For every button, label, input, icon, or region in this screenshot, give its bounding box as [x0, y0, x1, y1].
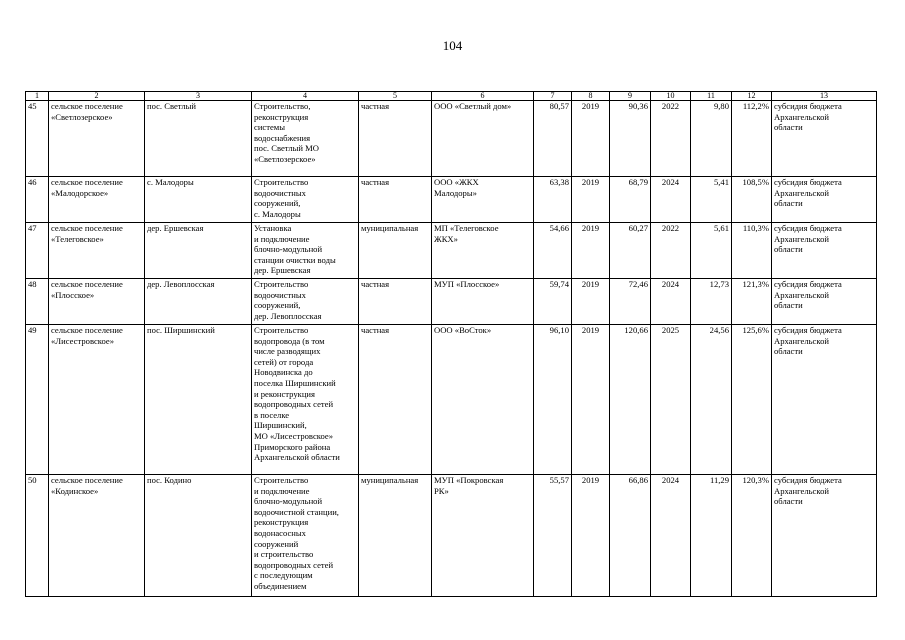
- cell-project-description: Строительство водопровода (в том числе разводящих сетей) от города Новодвинска до поселка Ширшинский и реконструкция водопроводных сетей в поселке Ширшинский, МО «Лисестровское» Приморского района Архангельской области: [252, 325, 359, 475]
- cell-year-base: 2019: [572, 177, 610, 223]
- cell-funding-source: субсидия бюджета Архангельской области: [772, 101, 877, 177]
- cell-cost-increase: 5,61: [691, 223, 732, 279]
- cell-cost-before: 59,74: [534, 279, 572, 325]
- column-header-6: 6: [432, 92, 534, 101]
- cell-ownership-form: муниципальная: [359, 223, 432, 279]
- column-header-3: 3: [145, 92, 252, 101]
- water-projects-table: [25, 91, 877, 597]
- cell-ownership-form: муниципальная: [359, 475, 432, 597]
- cell-growth-percent: 112,2%: [732, 101, 772, 177]
- cell-cost-after: 120,66: [610, 325, 651, 475]
- cell-cost-after: 72,46: [610, 279, 651, 325]
- column-header-9: 9: [610, 92, 651, 101]
- cell-cost-increase: 12,73: [691, 279, 732, 325]
- page-number: 104: [442, 38, 463, 53]
- cell-project-description: Строительство водоочистных сооружений, дер. Левоплосская: [252, 279, 359, 325]
- cell-settlement: сельское поселение «Телеговское»: [49, 223, 145, 279]
- cell-funding-source: субсидия бюджета Архангельской области: [772, 223, 877, 279]
- cell-cost-increase: 24,56: [691, 325, 732, 475]
- cell-cost-before: 80,57: [534, 101, 572, 177]
- table-row: [26, 223, 877, 279]
- column-header-12: 12: [732, 92, 772, 101]
- cell-cost-increase: 5,41: [691, 177, 732, 223]
- column-header-11: 11: [691, 92, 732, 101]
- column-header-5: 5: [359, 92, 432, 101]
- cell-row-number: 49: [26, 325, 49, 475]
- cell-settlement: сельское поселение «Плосское»: [49, 279, 145, 325]
- cell-settlement: сельское поселение «Кодинское»: [49, 475, 145, 597]
- cell-operator: ООО «ВоСток»: [432, 325, 534, 475]
- cell-row-number: 45: [26, 101, 49, 177]
- cell-year-base: 2019: [572, 279, 610, 325]
- cell-year-target: 2024: [651, 177, 691, 223]
- cell-locality: пос. Светлый: [145, 101, 252, 177]
- cell-ownership-form: частная: [359, 101, 432, 177]
- cell-locality: дер. Левоплосская: [145, 279, 252, 325]
- cell-growth-percent: 125,6%: [732, 325, 772, 475]
- cell-row-number: 48: [26, 279, 49, 325]
- column-header-2: 2: [49, 92, 145, 101]
- cell-year-target: 2025: [651, 325, 691, 475]
- cell-year-base: 2019: [572, 325, 610, 475]
- table-row: [26, 177, 877, 223]
- cell-locality: дер. Ершевская: [145, 223, 252, 279]
- table-row: [26, 279, 877, 325]
- cell-cost-before: 96,10: [534, 325, 572, 475]
- cell-funding-source: субсидия бюджета Архангельской области: [772, 177, 877, 223]
- cell-cost-before: 55,57: [534, 475, 572, 597]
- cell-growth-percent: 108,5%: [732, 177, 772, 223]
- cell-ownership-form: частная: [359, 325, 432, 475]
- cell-cost-increase: 9,80: [691, 101, 732, 177]
- cell-year-target: 2022: [651, 101, 691, 177]
- column-header-4: 4: [252, 92, 359, 101]
- cell-project-description: Строительство, реконструкция системы водоснабжения пос. Светлый МО «Светлозерское»: [252, 101, 359, 177]
- cell-funding-source: субсидия бюджета Архангельской области: [772, 279, 877, 325]
- cell-operator: МУП «Покровская РК»: [432, 475, 534, 597]
- cell-growth-percent: 110,3%: [732, 223, 772, 279]
- cell-locality: пос. Кодино: [145, 475, 252, 597]
- cell-ownership-form: частная: [359, 177, 432, 223]
- cell-ownership-form: частная: [359, 279, 432, 325]
- cell-row-number: 46: [26, 177, 49, 223]
- column-header-1: 1: [26, 92, 49, 101]
- table-row: [26, 325, 877, 475]
- cell-cost-after: 90,36: [610, 101, 651, 177]
- cell-cost-after: 60,27: [610, 223, 651, 279]
- cell-cost-increase: 11,29: [691, 475, 732, 597]
- cell-cost-before: 63,38: [534, 177, 572, 223]
- column-header-10: 10: [651, 92, 691, 101]
- column-header-8: 8: [572, 92, 610, 101]
- cell-locality: с. Малодоры: [145, 177, 252, 223]
- cell-project-description: Строительство и подключение блочно-модульной водоочистной станции, реконструкция водонасосных сооружений и строительство водопроводных сетей с последующим объединением: [252, 475, 359, 597]
- column-header-7: 7: [534, 92, 572, 101]
- cell-year-target: 2024: [651, 279, 691, 325]
- cell-cost-after: 66,86: [610, 475, 651, 597]
- cell-year-base: 2019: [572, 475, 610, 597]
- table-row: [26, 475, 877, 597]
- cell-locality: пос. Ширшинский: [145, 325, 252, 475]
- cell-operator: ООО «ЖКХ Малодоры»: [432, 177, 534, 223]
- table-row: [26, 101, 877, 177]
- cell-project-description: Строительство водоочистных сооружений, с. Малодоры: [252, 177, 359, 223]
- cell-cost-after: 68,79: [610, 177, 651, 223]
- cell-operator: МУП «Плосское»: [432, 279, 534, 325]
- cell-year-target: 2024: [651, 475, 691, 597]
- cell-cost-before: 54,66: [534, 223, 572, 279]
- cell-year-base: 2019: [572, 101, 610, 177]
- cell-year-target: 2022: [651, 223, 691, 279]
- cell-row-number: 47: [26, 223, 49, 279]
- cell-settlement: сельское поселение «Лисестровское»: [49, 325, 145, 475]
- cell-operator: ООО «Светлый дом»: [432, 101, 534, 177]
- column-header-13: 13: [772, 92, 877, 101]
- cell-funding-source: субсидия бюджета Архангельской области: [772, 325, 877, 475]
- cell-settlement: сельское поселение «Малодорское»: [49, 177, 145, 223]
- cell-growth-percent: 120,3%: [732, 475, 772, 597]
- cell-row-number: 50: [26, 475, 49, 597]
- cell-project-description: Установка и подключение блочно-модульной станции очистки воды дер. Ершевская: [252, 223, 359, 279]
- cell-year-base: 2019: [572, 223, 610, 279]
- table-header-row: [26, 92, 877, 101]
- cell-operator: МП «Телеговское ЖКХ»: [432, 223, 534, 279]
- cell-funding-source: субсидия бюджета Архангельской области: [772, 475, 877, 597]
- cell-growth-percent: 121,3%: [732, 279, 772, 325]
- cell-settlement: сельское поселение «Светлозерское»: [49, 101, 145, 177]
